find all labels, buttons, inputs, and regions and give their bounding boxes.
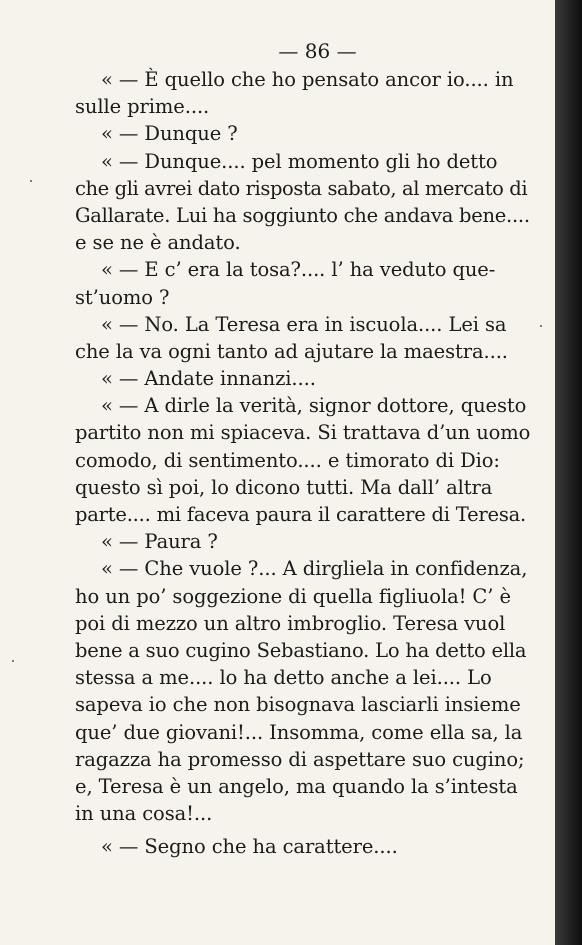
text-line: « — È quello che ho pensato ancor io.... in xyxy=(101,68,514,91)
text-line: e, Teresa è un angelo, ma quando la s’intesta xyxy=(75,774,518,798)
text-line: ragazza ha promesso di aspettare suo cugino; xyxy=(75,747,525,771)
text-line: poi di mezzo un altro imbroglio. Teresa vuol xyxy=(75,611,506,635)
text-line: che gli avrei dato risposta sabato, al mercato di xyxy=(75,176,528,200)
text-line: questo sì poi, lo dicono tutti. Ma dall’ altra xyxy=(75,475,493,499)
page-text xyxy=(75,36,530,860)
text-line: stessa a me.... lo ha detto anche a lei.... Lo xyxy=(75,666,492,690)
text-line: comodo, di sentimento.... e timorato di Dio: xyxy=(75,448,500,472)
text-line: st’uomo ? xyxy=(75,285,170,309)
text-line: parte.... mi faceva paura il carattere di Teresa. xyxy=(75,503,526,526)
text-line: « — E c’ era la tosa?.... l’ ha veduto que- xyxy=(101,258,496,282)
text-line: « — Paura ? xyxy=(101,530,218,554)
page-number: — 86 — xyxy=(278,39,357,63)
text-line: ho un po’ soggezione di quella figliuola! C’ è xyxy=(75,584,511,608)
text-line: e se ne è andato. xyxy=(75,231,241,255)
text-line: « — Segno che ha carattere.... xyxy=(101,835,398,859)
text-line: in una cosa!... xyxy=(75,802,213,826)
paper-speck xyxy=(30,180,32,182)
text-line: que’ due giovani!... Insomma, come ella sa, la xyxy=(75,720,523,744)
text-line: « — No. La Teresa era in iscuola.... Lei sa xyxy=(101,312,507,336)
text-line: « — Che vuole ?... A dirgliela in confidenza, xyxy=(101,557,528,581)
page-edge-shadow xyxy=(555,0,582,945)
text-line: sapeva io che non bisognava lasciarli insieme xyxy=(75,693,521,717)
text-line: « — Dunque ? xyxy=(101,122,238,146)
text-lines xyxy=(75,66,530,860)
text-line: partito non mi spiaceva. Si trattava d’un uomo xyxy=(75,421,531,445)
text-line: « — Andate innanzi.... xyxy=(101,367,316,391)
text-line: « — Dunque.... pel momento gli ho detto xyxy=(101,149,498,173)
text-line: « — A dirle la verità, signor dottore, questo xyxy=(101,394,527,418)
paper-speck xyxy=(12,660,14,662)
paper-speck xyxy=(540,325,542,327)
text-line: che la va ogni tanto ad ajutare la maestra.... xyxy=(75,339,508,363)
text-line: bene a suo cugino Sebastiano. Lo ha detto ella xyxy=(75,638,527,662)
text-line: sulle prime.... xyxy=(75,95,210,119)
text-line: Gallarate. Lui ha soggiunto che andava bene.... xyxy=(75,203,530,227)
